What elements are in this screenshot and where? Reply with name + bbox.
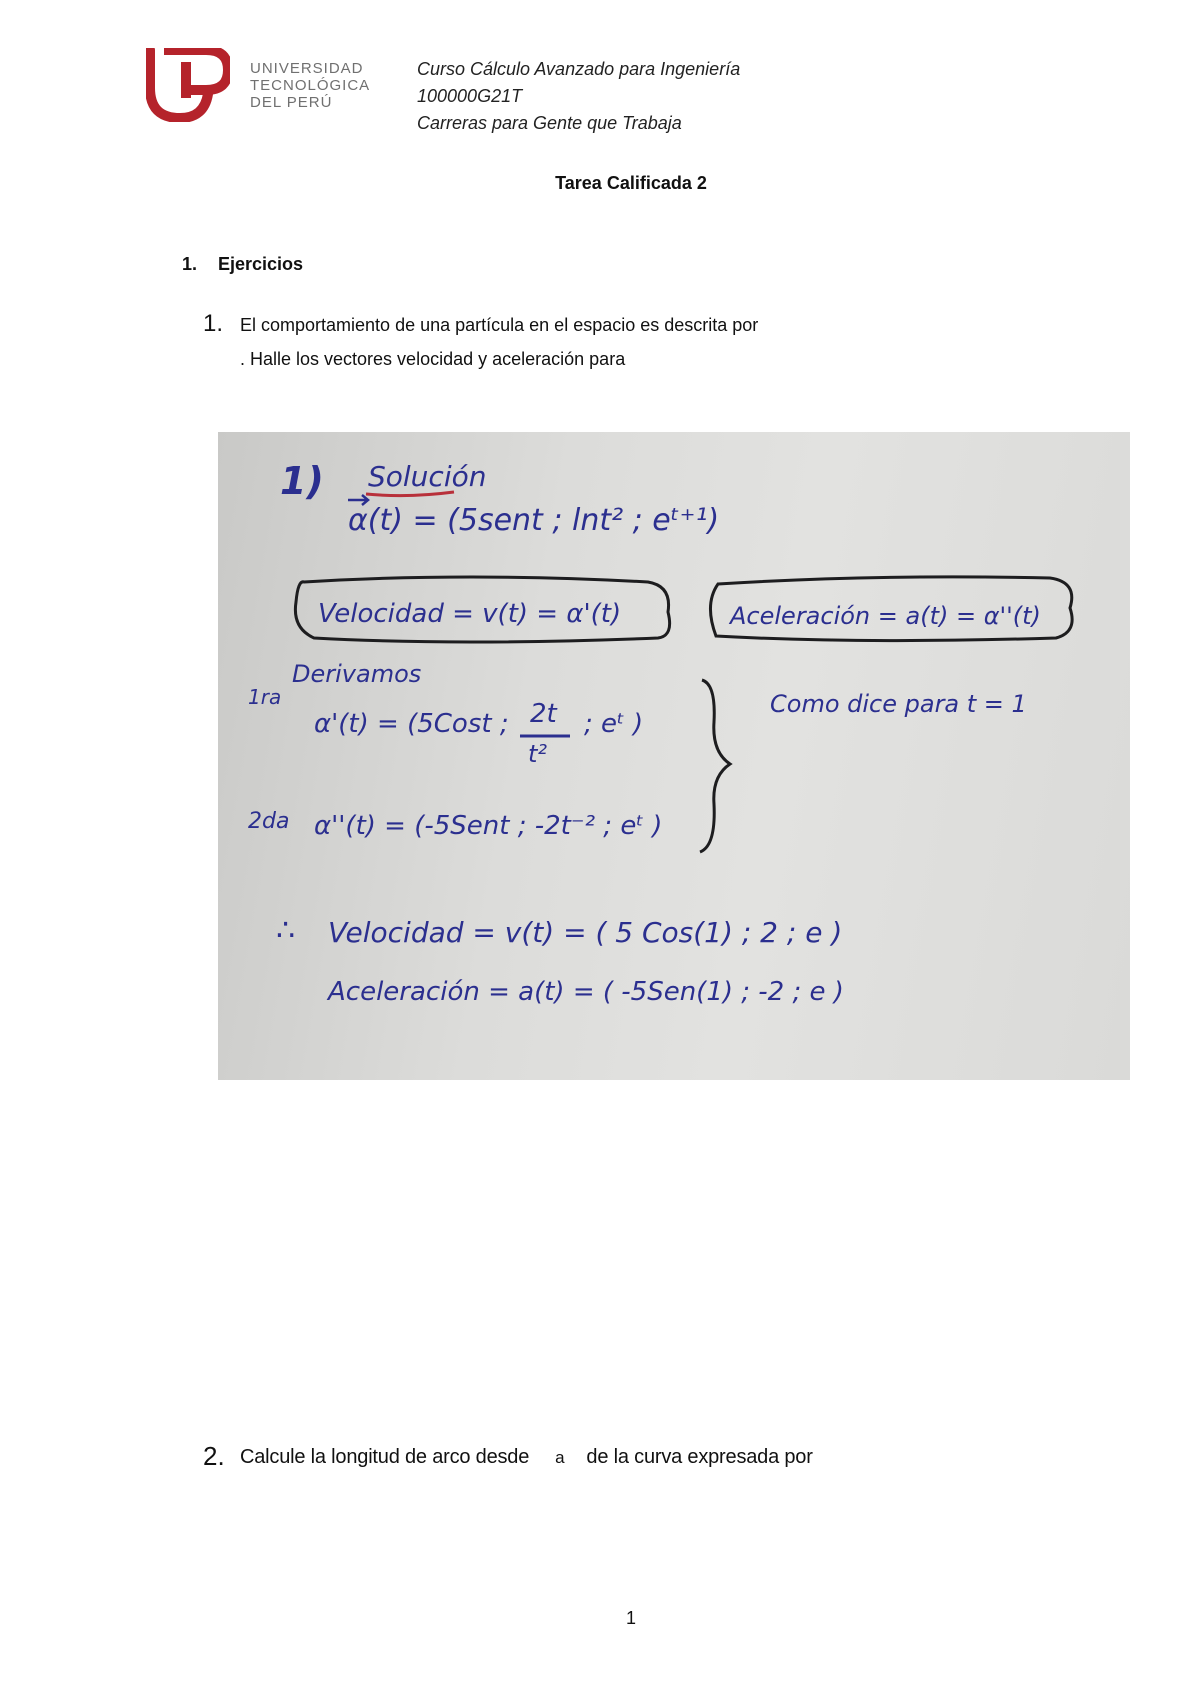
derivamos-label: Derivamos — [292, 660, 422, 688]
logo-line-3: DEL PERÚ — [250, 94, 333, 111]
utp-logo-icon — [146, 48, 230, 122]
question-2-text-c: de la curva expresada por — [586, 1446, 813, 1468]
first-derivative-suffix: ; eᵗ ) — [584, 709, 644, 739]
question-1-text-line-1: El comportamiento de una partícula en el espacio es descrita por — [240, 315, 759, 335]
question-2-text-b: a — [555, 1448, 565, 1467]
velocity-result: Velocidad = v(t) = ( 5 Cos(1) ; 2 ; e ) — [328, 916, 843, 949]
question-1-text-line-2: . Halle los vectores velocidad y aceleración para — [240, 349, 626, 369]
como-dice-note: Como dice para t = 1 — [770, 690, 1027, 718]
solution-photo — [218, 432, 1130, 1080]
section-number: 1. — [182, 254, 198, 274]
velocity-box-text: Velocidad = v(t) = α'(t) — [318, 599, 622, 629]
logo-line-2: TECNOLÓGICA — [250, 77, 371, 94]
course-code: 100000G21T — [417, 86, 523, 106]
utp-logo — [146, 48, 376, 122]
course-program: Carreras para Gente que Trabaja — [417, 113, 682, 133]
question-1-number: 1. — [203, 310, 224, 337]
curly-brace — [700, 680, 730, 852]
question-2-text-a: Calcule la longitud de arco desde — [240, 1446, 530, 1468]
course-info — [417, 56, 740, 137]
acceleration-box-text: Aceleración = a(t) = α''(t) — [730, 602, 1041, 630]
first-order-label: 1ra — [248, 685, 282, 709]
section-label: Ejercicios — [218, 254, 304, 274]
second-order-label: 2da — [248, 809, 290, 834]
question-2-text — [240, 1446, 813, 1469]
question-2-number: 2. — [203, 1441, 225, 1471]
second-derivative: α''(t) = (-5Sent ; -2t⁻² ; eᵗ ) — [314, 811, 663, 841]
problem-number: 1) — [280, 459, 324, 503]
document-title: Tarea Calificada 2 — [555, 173, 707, 193]
first-derivative-numerator: 2t — [530, 699, 557, 729]
handwritten-solution — [218, 432, 1130, 1080]
first-derivative-denominator: t² — [528, 740, 548, 768]
course-name: Curso Cálculo Avanzado para Ingeniería — [417, 59, 741, 79]
first-derivative-prefix: α'(t) = (5Cost ; — [314, 709, 509, 739]
solution-heading: Solución — [368, 460, 487, 493]
logo-wordmark — [250, 60, 370, 111]
acceleration-result: Aceleración = a(t) = ( -5Sen(1) ; -2 ; e ) — [328, 977, 844, 1007]
position-equation: α(t) = (5sent ; lnt² ; eᵗ⁺¹) — [348, 503, 720, 538]
therefore-symbol: ∴ — [276, 913, 296, 948]
page-number: 1 — [625, 1608, 636, 1628]
logo-line-1: UNIVERSIDAD — [250, 60, 364, 77]
section-heading — [182, 254, 303, 275]
